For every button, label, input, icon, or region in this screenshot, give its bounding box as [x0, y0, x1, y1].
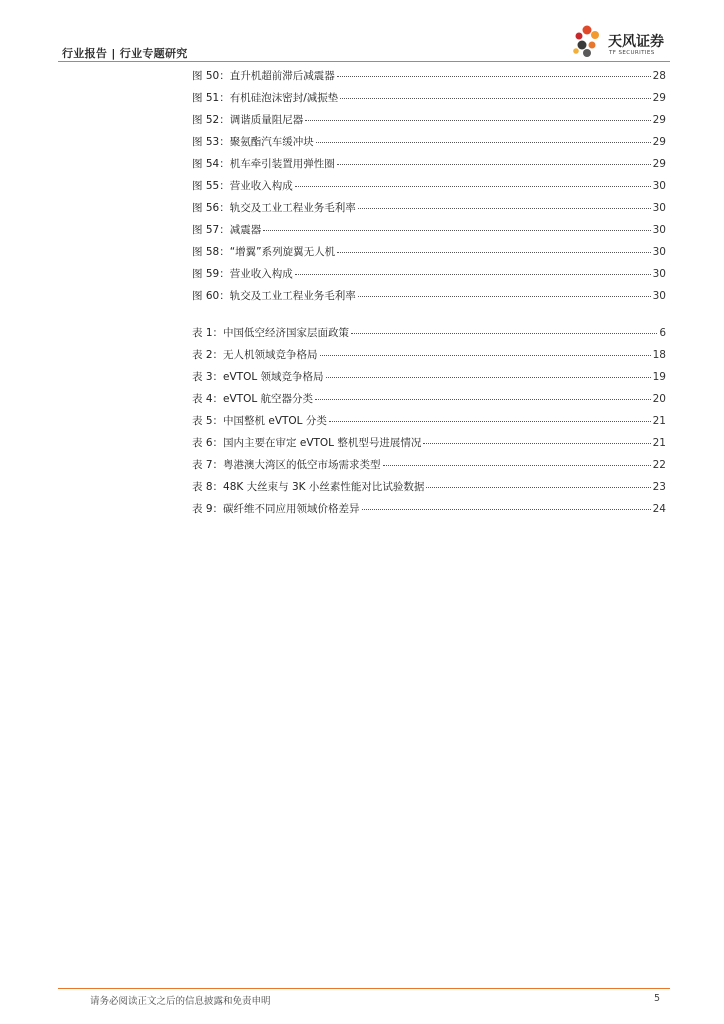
toc-entry-page: 29	[652, 158, 666, 170]
toc-entry-label: 图 50：直升机超前滞后减震器	[192, 70, 335, 82]
toc-entry-label: 图 51：有机硅泡沫密封/减振垫	[192, 92, 339, 104]
toc-entry[interactable]	[192, 244, 666, 266]
toc-entry-page: 24	[652, 503, 666, 515]
toc-entry-label: 表 4：eVTOL 航空器分类	[192, 393, 314, 405]
toc-entry-label: 表 1：中国低空经济国家层面政策	[192, 327, 350, 339]
toc-dot-leader	[423, 442, 650, 444]
toc-entry-label: 图 53：聚氨酯汽车缓冲块	[192, 136, 314, 148]
toc-entry[interactable]	[192, 391, 666, 413]
toc-entry-page: 30	[652, 290, 666, 302]
toc-entry[interactable]	[192, 369, 666, 391]
toc-dot-leader	[340, 97, 650, 99]
toc-entry[interactable]	[192, 435, 666, 457]
toc-entry-label: 图 57：减震器	[192, 224, 262, 236]
toc-entry[interactable]	[192, 347, 666, 369]
toc-dot-leader	[358, 207, 651, 209]
toc-entry[interactable]	[192, 266, 666, 288]
toc-dot-leader	[295, 185, 651, 187]
toc-entry-label: 表 6：国内主要在审定 eVTOL 整机型号进展情况	[192, 437, 422, 449]
toc-entry-label: 图 56：轨交及工业工程业务毛利率	[192, 202, 356, 214]
toc-entry-label: 表 9：碳纤维不同应用领域价格差异	[192, 503, 360, 515]
company-logo	[568, 22, 678, 62]
logo-company-name-en: TF SECURITIES	[609, 50, 655, 56]
toc-entry-label: 图 54：机车牵引装置用弹性圈	[192, 158, 335, 170]
toc-dot-leader	[337, 163, 651, 165]
toc-entry-page: 29	[652, 136, 666, 148]
toc-dot-leader	[315, 398, 651, 400]
toc-dot-leader	[316, 141, 651, 143]
report-category-title: 行业报告 | 行业专题研究	[62, 47, 188, 60]
toc-entry-label: 表 8：48K 大丝束与 3K 小丝素性能对比试验数据	[192, 481, 425, 493]
page-number: 5	[654, 993, 661, 1004]
toc-entry-label: 图 58：“增翼”系列旋翼无人机	[192, 246, 336, 258]
toc-entry[interactable]	[192, 288, 666, 310]
toc-dot-leader	[358, 295, 651, 297]
toc-entry-page: 23	[652, 481, 666, 493]
toc-entry[interactable]	[192, 90, 666, 112]
toc-entry[interactable]	[192, 134, 666, 156]
toc-entry-page: 30	[652, 268, 666, 280]
footer-disclaimer: 请务必阅读正文之后的信息披露和免责申明	[90, 996, 271, 1007]
toc-entry[interactable]	[192, 200, 666, 222]
toc-entry-label: 图 55：营业收入构成	[192, 180, 293, 192]
toc-dot-leader	[351, 332, 657, 334]
toc-entry[interactable]	[192, 457, 666, 479]
header-divider	[58, 61, 670, 62]
toc-entry-page: 30	[652, 180, 666, 192]
toc-entry-page: 30	[652, 224, 666, 236]
toc-entry[interactable]	[192, 325, 666, 347]
toc-dot-leader	[362, 508, 651, 510]
toc-entry-page: 28	[652, 70, 666, 82]
toc-dot-leader	[337, 75, 651, 77]
footer-divider	[58, 988, 670, 989]
toc-entry[interactable]	[192, 178, 666, 200]
toc-dot-leader	[337, 251, 651, 253]
toc-dot-leader	[263, 229, 650, 231]
toc-entry-label: 图 52：调谐质量阻尼器	[192, 114, 304, 126]
toc-entry[interactable]	[192, 156, 666, 178]
toc-entry-page: 29	[652, 114, 666, 126]
toc-entry[interactable]	[192, 222, 666, 244]
toc-entry[interactable]	[192, 413, 666, 435]
toc-dot-leader	[329, 420, 651, 422]
toc-entry-page: 29	[652, 92, 666, 104]
logo-flower-icon	[568, 22, 606, 60]
toc-entry-label: 表 2：无人机领域竞争格局	[192, 349, 318, 361]
toc-entry[interactable]	[192, 479, 666, 501]
toc-entry[interactable]	[192, 112, 666, 134]
toc-entry[interactable]	[192, 68, 666, 90]
table-list	[192, 325, 666, 523]
toc-entry-page: 19	[652, 371, 666, 383]
toc-dot-leader	[295, 273, 651, 275]
toc-entry-page: 21	[652, 415, 666, 427]
toc-dot-leader	[326, 376, 651, 378]
toc-entry-label: 图 59：营业收入构成	[192, 268, 293, 280]
toc-entry[interactable]	[192, 501, 666, 523]
figure-list	[192, 68, 666, 310]
toc-entry-page: 6	[659, 327, 666, 339]
toc-entry-page: 30	[652, 202, 666, 214]
toc-entry-page: 21	[652, 437, 666, 449]
toc-entry-page: 22	[652, 459, 666, 471]
toc-dot-leader	[383, 464, 651, 466]
toc-entry-page: 20	[652, 393, 666, 405]
toc-entry-label: 图 60：轨交及工业工程业务毛利率	[192, 290, 356, 302]
toc-entry-label: 表 7：粤港澳大湾区的低空市场需求类型	[192, 459, 381, 471]
toc-entry-label: 表 3：eVTOL 领域竞争格局	[192, 371, 324, 383]
toc-entry-page: 30	[652, 246, 666, 258]
toc-entry-page: 18	[652, 349, 666, 361]
toc-entry-label: 表 5：中国整机 eVTOL 分类	[192, 415, 327, 427]
toc-dot-leader	[426, 486, 650, 488]
toc-dot-leader	[320, 354, 651, 356]
toc-dot-leader	[305, 119, 650, 121]
logo-company-name: 天风证券	[608, 34, 664, 50]
